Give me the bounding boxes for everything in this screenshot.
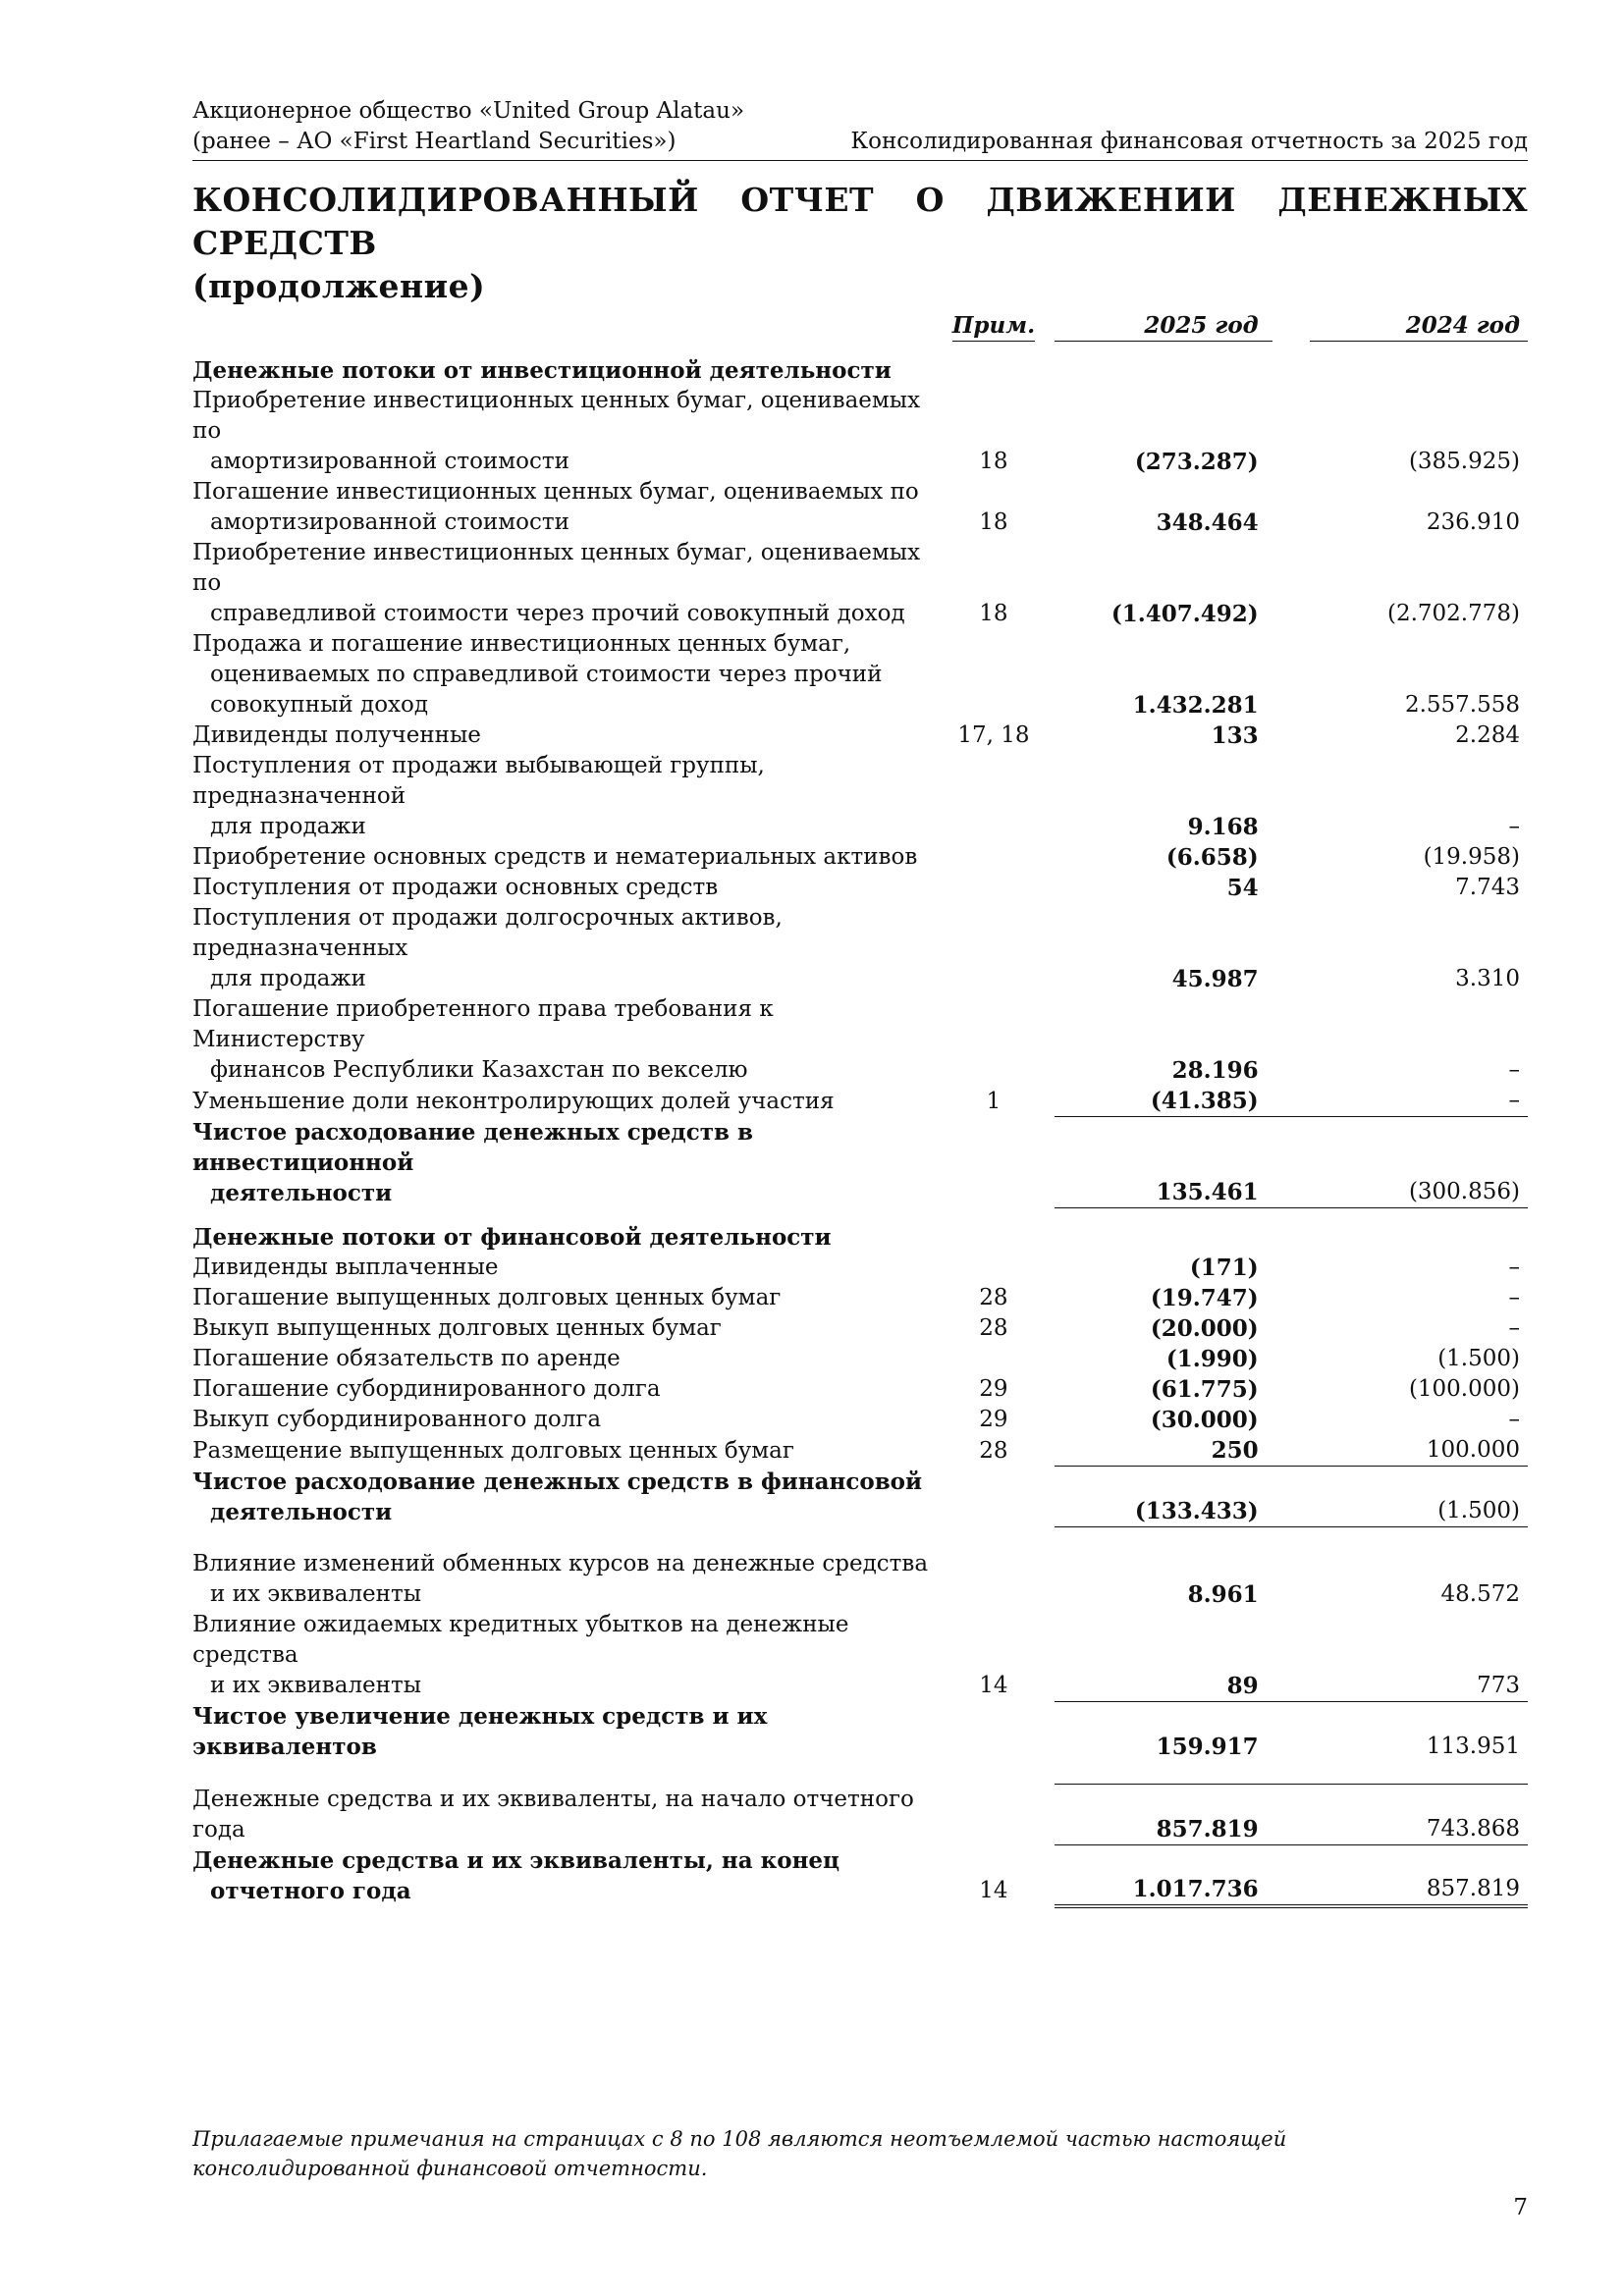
row-label: Поступления от продажи основных средств: [192, 875, 719, 900]
table-header-row: [192, 310, 1528, 342]
table-row: [192, 842, 1528, 873]
value-2024: –: [1508, 1407, 1520, 1432]
note-ref: 18: [979, 601, 1008, 626]
section-heading-investing: [192, 342, 1528, 387]
value-2025: 1.017.736: [1055, 1845, 1272, 1906]
value-2025: 135.461: [1055, 1117, 1272, 1208]
value-2024: –: [1310, 1086, 1528, 1117]
report-name: Консолидированная финансовая отчетность за 2025 год: [850, 129, 1528, 154]
row-label: Продажа и погашение инвестиционных ценных бумаг, оцениваемых по справедливой стоимости через прочий совокупный доход: [192, 631, 883, 718]
table-row: [192, 1283, 1528, 1313]
value-2025: (19.747): [1150, 1285, 1259, 1311]
value-2025: (61.775): [1150, 1376, 1259, 1403]
note-ref: 28: [979, 1315, 1008, 1341]
row-label: Выкуп субординированного долга: [192, 1407, 602, 1432]
section-heading-financing: [192, 1208, 1528, 1254]
value-2024: 236.910: [1426, 509, 1520, 535]
investing-rows: [192, 386, 1528, 1117]
net-increase-row: [192, 1701, 1528, 1762]
note-ref: [952, 903, 1035, 994]
row-label: Влияние изменений обменных курсов на денежные средства и их эквиваленты: [192, 1551, 929, 1607]
note-ref: 29: [979, 1376, 1008, 1402]
row-label: Погашение обязательств по аренде: [192, 1346, 621, 1371]
value-2024: –: [1508, 1315, 1520, 1341]
row-label: Погашение выпущенных долговых ценных бумаг: [192, 1285, 782, 1310]
value-2024: –: [1508, 1057, 1520, 1083]
note-ref: [952, 1344, 1035, 1374]
value-2025: 857.819: [1055, 1785, 1272, 1845]
row-label: Приобретение инвестиционных ценных бумаг, оцениваемых по амортизированной стоимости: [192, 388, 921, 474]
note-ref: 28: [979, 1285, 1008, 1310]
value-2024: 2.284: [1455, 722, 1520, 748]
value-2025: 9.168: [1187, 814, 1259, 840]
row-label: Дивиденды выплаченные: [192, 1255, 499, 1280]
row-label: Выкуп выпущенных долговых ценных бумаг: [192, 1315, 722, 1341]
table-row: [192, 1435, 1528, 1467]
row-label: Погашение инвестиционных ценных бумаг, оцениваемых по амортизированной стоимости: [192, 479, 919, 535]
value-2025: 348.464: [1156, 509, 1259, 536]
row-label: Погашение субординированного долга: [192, 1376, 661, 1402]
value-2025: (6.658): [1165, 844, 1259, 871]
value-2025: 250: [1055, 1435, 1272, 1467]
row-label: Размещение выпущенных долговых ценных бумаг: [192, 1437, 794, 1464]
table-row: [192, 1086, 1528, 1117]
row-label: Поступления от продажи выбывающей группы, предназначенной для продажи: [192, 753, 765, 839]
note-ref: 29: [979, 1407, 1008, 1432]
page-number: 7: [1513, 2195, 1528, 2220]
value-2024: (1.500): [1310, 1467, 1528, 1527]
note-ref: [952, 629, 1035, 721]
column-header-2024: 2024 год: [1310, 310, 1528, 342]
value-2024: (2.702.778): [1386, 601, 1520, 626]
value-2025: 159.917: [1055, 1701, 1272, 1762]
company-name-line2: (ранее – АО «First Heartland Securities»): [192, 129, 677, 154]
row-label: Чистое расходование денежных средств в финансовой деятельности: [192, 1468, 923, 1525]
value-2025: 45.987: [1171, 966, 1259, 992]
value-2025: 133: [1211, 722, 1259, 749]
value-2025: 1.432.281: [1132, 692, 1259, 719]
value-2024: 3.310: [1455, 966, 1520, 991]
section-heading-label: Денежные потоки от инвестиционной деятельности: [192, 357, 892, 384]
table-row: [192, 477, 1528, 538]
table-row: [192, 1405, 1528, 1435]
ecl-effect-row: [192, 1610, 1528, 1701]
value-2024: –: [1508, 814, 1520, 839]
row-label: Денежные средства и их эквиваленты, на конец отчетного года: [192, 1846, 840, 1904]
value-2025: (20.000): [1150, 1315, 1259, 1342]
table-row: [192, 629, 1528, 721]
page-title-line2: (продолжение): [192, 267, 486, 305]
table-row: [192, 1313, 1528, 1344]
value-2024: 773: [1477, 1672, 1520, 1698]
note-ref: 1: [986, 1088, 1001, 1114]
column-header-note: Прим.: [952, 310, 1035, 342]
table-row: [192, 1253, 1528, 1283]
value-2024: 48.572: [1440, 1581, 1520, 1607]
header-divider: [192, 160, 1528, 161]
value-2024: (19.958): [1423, 844, 1520, 870]
page-title: [192, 179, 1528, 308]
value-2025: (133.433): [1055, 1467, 1272, 1527]
note-ref: 18: [979, 449, 1008, 474]
total-row-financing: [192, 1467, 1528, 1527]
total-row-investing: [192, 1117, 1528, 1208]
note-ref: [952, 1253, 1035, 1283]
value-2025: 89: [1226, 1672, 1259, 1699]
row-label: Чистое увеличение денежных средств и их эквивалентов: [192, 1703, 768, 1760]
value-2025: (41.385): [1055, 1086, 1272, 1117]
note-ref: [952, 751, 1035, 842]
note-ref: 14: [979, 1877, 1008, 1903]
row-label: Уменьшение доли неконтролирующих долей участия: [192, 1088, 835, 1114]
value-2024: (1.500): [1437, 1346, 1520, 1371]
table-row: [192, 994, 1528, 1086]
value-2024: 113.951: [1310, 1701, 1528, 1762]
value-2025: (30.000): [1150, 1407, 1259, 1433]
note-ref: 17, 18: [957, 722, 1030, 748]
row-label: Дивиденды полученные: [192, 722, 481, 748]
page-title-line1: КОНСОЛИДИРОВАННЫЙ ОТЧЕТ О ДВИЖЕНИИ ДЕНЕЖНЫХ СРЕДСТВ: [192, 181, 1528, 262]
column-header-2025: 2025 год: [1055, 310, 1272, 342]
row-label: Чистое расходование денежных средств в инвестиционной деятельности: [192, 1118, 753, 1206]
value-2025: (1.990): [1165, 1346, 1259, 1372]
opening-balance-row: [192, 1785, 1528, 1845]
table-row: [192, 538, 1528, 629]
company-name-line1: Акционерное общество «United Group Alatau»: [192, 98, 745, 124]
table-row: [192, 721, 1528, 751]
footnote: Прилагаемые примечания на страницах с 8 по 108 являются неотъемлемой частью настоящей консолидированной финансовой отчетности.: [192, 2127, 1287, 2180]
note-ref: [952, 1549, 1035, 1610]
note-ref: 28: [979, 1437, 1008, 1464]
row-label: Приобретение основных средств и нематериальных активов: [192, 844, 918, 870]
value-2025: (1.407.492): [1110, 601, 1259, 627]
value-2025: 28.196: [1171, 1057, 1259, 1084]
row-label: Денежные средства и их эквиваленты, на начало отчетного года: [192, 1786, 914, 1842]
note-ref: [952, 842, 1035, 873]
closing-balance-row: [192, 1845, 1528, 1906]
table-row: [192, 751, 1528, 842]
value-2024: –: [1508, 1285, 1520, 1310]
value-2024: 857.819: [1310, 1845, 1528, 1906]
note-ref: 14: [979, 1673, 1008, 1698]
value-2024: 7.743: [1455, 875, 1520, 900]
row-label: Погашение приобретенного права требования к Министерству финансов Республики Казахстан по векселю: [192, 996, 774, 1083]
value-2025: 8.961: [1187, 1581, 1259, 1608]
row-label: Влияние ожидаемых кредитных убытков на денежные средства и их эквиваленты: [192, 1612, 849, 1698]
table-row: [192, 1344, 1528, 1374]
row-label: Приобретение инвестиционных ценных бумаг, оцениваемых по справедливой стоимости через прочий совокупный доход: [192, 540, 921, 626]
row-label: Поступления от продажи долгосрочных активов, предназначенных для продажи: [192, 905, 783, 991]
value-2025: (273.287): [1134, 449, 1259, 475]
note-ref: [952, 873, 1035, 903]
value-2024: 2.557.558: [1404, 692, 1520, 718]
note-ref: [952, 994, 1035, 1086]
value-2024: 743.868: [1310, 1785, 1528, 1845]
company-name: [192, 96, 744, 157]
value-2025: 54: [1226, 875, 1259, 901]
value-2024: (100.000): [1408, 1376, 1520, 1402]
table-row: [192, 386, 1528, 477]
financing-rows: [192, 1253, 1528, 1467]
section-heading-label: Денежные потоки от финансовой деятельности: [192, 1224, 832, 1251]
value-2024: 100.000: [1310, 1435, 1528, 1467]
table-row: [192, 873, 1528, 903]
value-2024: –: [1508, 1255, 1520, 1280]
value-2024: (300.856): [1310, 1117, 1528, 1208]
table-row: [192, 1374, 1528, 1405]
fx-effect-row: [192, 1549, 1528, 1610]
cash-flow-table: [192, 310, 1528, 1908]
table-row: [192, 903, 1528, 994]
note-ref: 18: [979, 509, 1008, 535]
value-2025: (171): [1189, 1255, 1259, 1281]
value-2024: (385.925): [1408, 449, 1520, 474]
